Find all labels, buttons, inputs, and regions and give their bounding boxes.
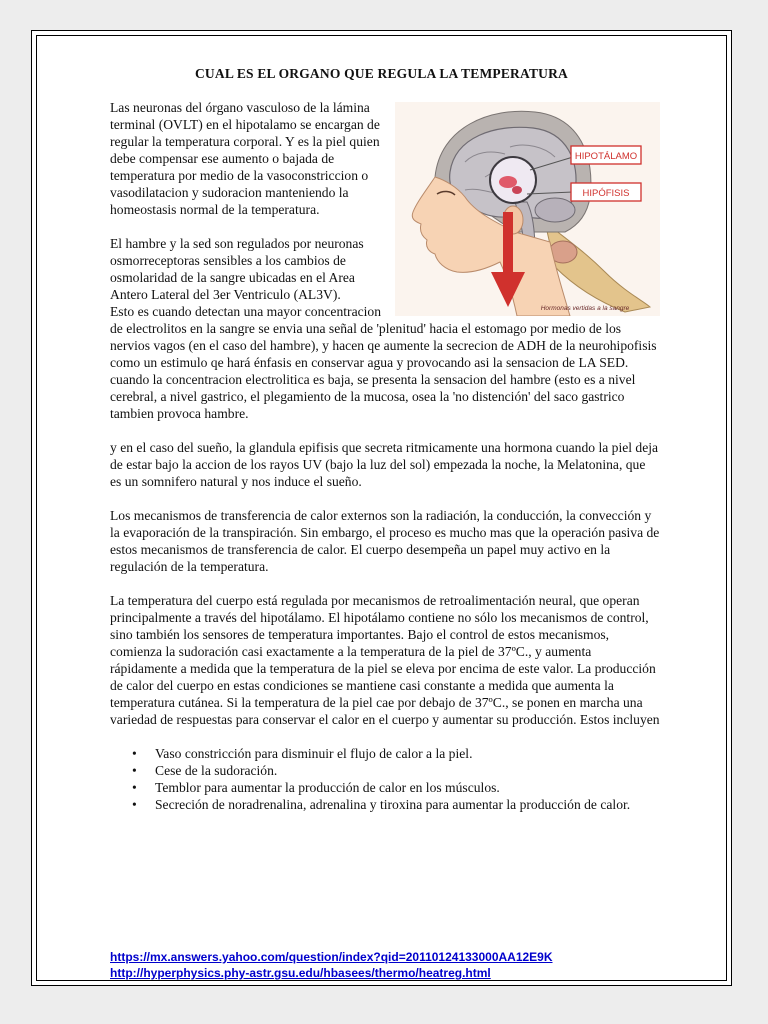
paragraph-6: La temperatura del cuerpo está regulada por mecanismos de retroalimentación neural, que operan principalmente a través del hipotálamo. El hipotálamo contiene no sólo los mecanismos de control, sino también los sensores de temperatura importantes. Bajo el control de estos mecanismos, comienza la sudoración casi exactamente a la temperatura de la piel de 37ºC., y aumenta rápidamente a medida que la temperatura de la piel se eleva por encima de este valor. La producción de calor del cuerpo en estas condiciones se mantiene casi constante a medida que aumenta la temperatura cutánea. Si la temperatura de la piel cae por debajo de 37ºC., se ponen en marcha una variedad de respuestas para conservar el calor en el cuerpo y aumentar su producción. Estos incluyen	[110, 593, 660, 727]
hypothalamus-label: HIPOTÁLAMO	[574, 151, 638, 162]
reference-links	[110, 949, 553, 981]
reference-link-yahoo[interactable]: https://mx.answers.yahoo.com/question/index?qid=20110124133000AA12E9K	[110, 950, 553, 964]
responses-list	[110, 745, 660, 813]
bullet-icon: •	[132, 797, 137, 812]
paragraph-5: Los mecanismos de transferencia de calor externos son la radiación, la conducción, la convección y la evaporación de la transpiración. Sin embargo, el proceso es mucho mas que la operación pasiva de estos mecanismos de transferencia de calor. El cuerpo desempeña un papel muy activo en la regulación de la temperatura.	[110, 508, 660, 574]
pituitary-label: HIPÓFISIS	[582, 188, 630, 199]
list-item	[132, 762, 660, 779]
reference-link-hyperphysics[interactable]: http://hyperphysics.phy-astr.gsu.edu/hbasees/thermo/heatreg.html	[110, 966, 491, 980]
list-item-text: Temblor para aumentar la producción de calor en los músculos.	[155, 780, 500, 795]
document-title: CUAL ES EL ORGANO QUE REGULA LA TEMPERATURA	[194, 66, 569, 81]
list-item-text: Cese de la sudoración.	[155, 763, 278, 778]
document-page	[31, 30, 732, 986]
list-item	[132, 779, 660, 796]
list-item-text: Secreción de noradrenalina, adrenalina y tiroxina para aumentar la producción de calor.	[155, 797, 631, 812]
list-item-text: Vaso constricción para disminuir el flujo de calor a la piel.	[155, 746, 473, 761]
head-anatomy-figure	[395, 102, 660, 316]
figure-caption: Hormonas vertidas a la sangre	[540, 305, 630, 312]
head-anatomy-illustration	[395, 102, 660, 316]
document-body	[110, 99, 660, 813]
paragraph-3: Esto es cuando detectan una mayor concentracion de electrolitos en la sangre se envia una señal de 'plenitud' hacia el estomago por medio de los nervios vagos (en el caso del hambre), y hacen qe aumente la secrecion de ADH de la neurohipofisis como un estimulo qe hará énfasis en conservar agua y provocando asi la sensacion de LA SED. cuando la concentracion electrolitica es baja, se presenta la sensacion del hambre (esto es a nivel cerebral, a nivel gastrico, el plegamiento de la mucosa, osea la 'no distención' del saco gastrico tambien provoca hambre.	[110, 304, 657, 421]
paragraph-4: y en el caso del sueño, la glandula epifisis que secreta ritmicamente una hormona cuando la piel deja de estar bajo la accion de los rayos UV (bajo la luz del sol) empezada la noche, la Melatonina, que es un somnifero natural y nos induce el sueño.	[110, 440, 659, 489]
paragraph-2: El hambre y la sed son regulados por neuronas osmorreceptoras sensibles a los cambios de osmolaridad de la sangre ubicadas en el Area Antero Lateral del 3er Ventriculo (AL3V).	[110, 236, 364, 302]
bullet-icon: •	[132, 763, 137, 778]
paragraph-1: Las neuronas del órgano vasculoso de la lámina terminal (OVLT) en el hipotalamo se encargan de regular la temperatura corporal. Y es la piel quien debe compensar ese aumento o bajada de temperatura por medio de la vasoconstriccion o vasodilatacion y sudoracion manteniendo la homeostasis normal de la temperatura.	[110, 100, 380, 217]
bullet-icon: •	[132, 746, 137, 761]
list-item	[132, 796, 660, 813]
list-item	[132, 745, 660, 762]
page-border	[36, 35, 727, 981]
bullet-icon: •	[132, 780, 137, 795]
